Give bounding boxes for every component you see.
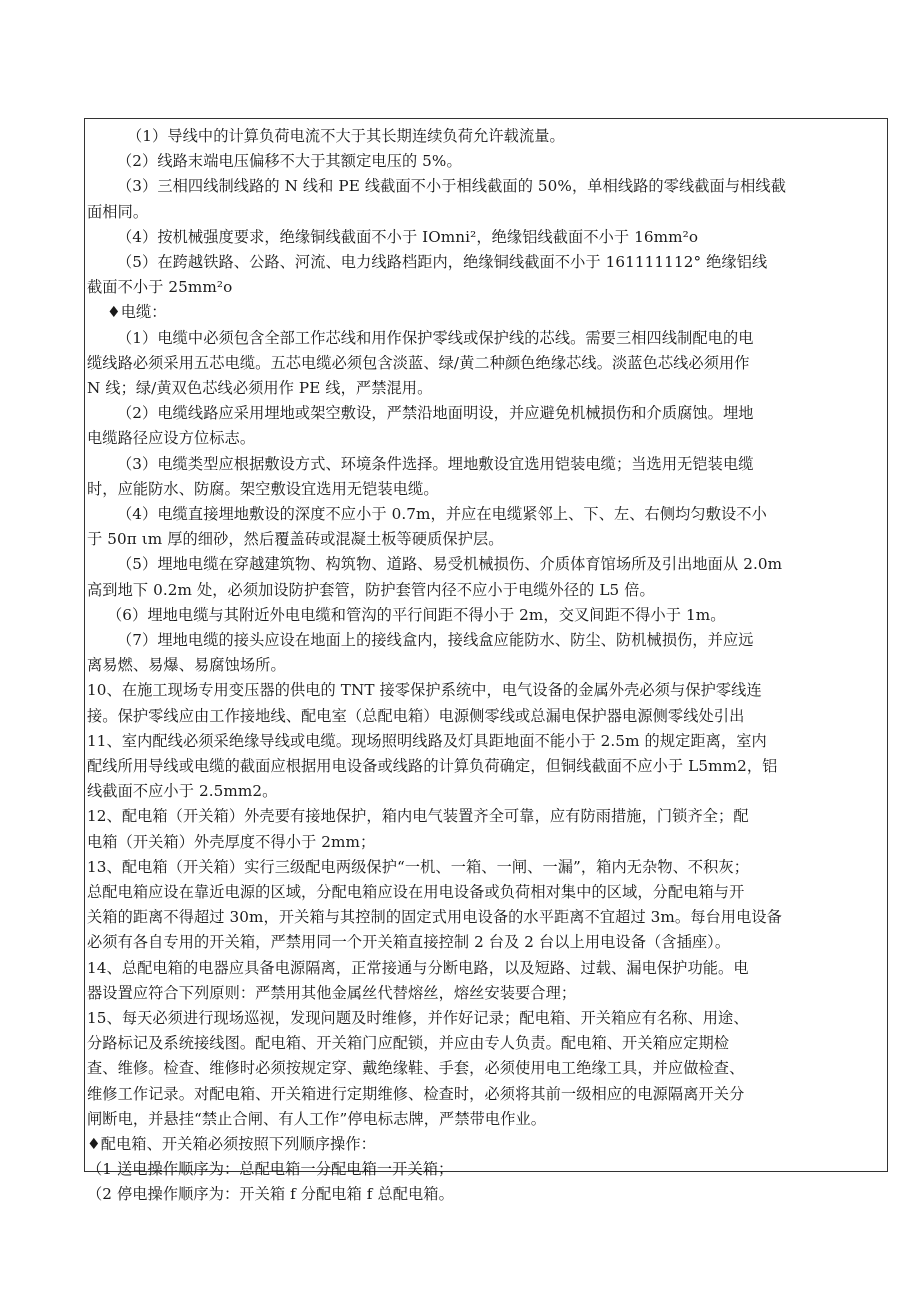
text-line: （2）电缆线路应采用埋地或架空敷设，严禁沿地面明设，并应避免机械损伤和介质腐蚀。埋地: [117, 404, 754, 423]
text-line: 13、配电箱（开关箱）实行三级配电两级保护“一机、一箱、一闸、一漏”，箱内无杂物、不积灰；: [87, 857, 750, 876]
text-line: 12、配电箱（开关箱）外壳要有接地保护，箱内电气装置齐全可靠，应有防雨措施，门锁齐全；配: [87, 807, 749, 826]
text-line: （4）电缆直接埋地敷设的深度不应小于 0.7m，并应在电缆紧邻上、下、左、右侧均匀敷设不小: [117, 505, 767, 523]
text-line: 缆线路必须采用五芯电缆。五芯电缆必须包含淡蓝、绿/黄二种颜色绝缘芯线。淡蓝色芯线必须用作: [87, 353, 750, 372]
text-line: 15、每天必须进行现场巡视，发现问题及时维修，并作好记录；配电箱、开关箱应有名称、用途、: [87, 1009, 749, 1027]
text-line: 配线所用导线或电缆的截面应根据用电设备或线路的计算负荷确定，但铜线截面不应小于 L5mm2，铝: [87, 757, 778, 775]
text-line: 电箱（开关箱）外壳厚度不得小于 2mm；: [87, 832, 376, 851]
text-line: 维修工作记录。对配电箱、开关箱进行定期维修、检查时，必须将其前一级相应的电源隔离开关分: [87, 1084, 745, 1103]
text-line: 高到地下 0.2m 处，必须加设防护套管，防护套管内径不应小于电缆外径的 L5 倍。: [87, 580, 655, 599]
text-line: 关箱的距离不得超过 30m，开关箱与其控制的固定式用电设备的水平距离不宜超过 3m。每台用电设备: [87, 908, 782, 927]
text-line: （2 停电操作顺序为：开关箱 f 分配电箱 f 总配电箱。: [87, 1185, 454, 1204]
text-line: （5）在跨越铁路、公路、河流、电力线路档距内，绝缘铜线截面不小于 161111112° 绝缘铝线: [117, 253, 768, 271]
text-line: 11、室内配线必须采绝缘导线或电缆。现场照明线路及灯具距地面不能小于 2.5m 的规定距离，室内: [87, 731, 767, 750]
text-line: 于 50π ιm 厚的细砂，然后覆盖砖或混凝土板等硬质保护层。: [87, 530, 504, 549]
text-line: 接。保护零线应由工作接地线、配电室（总配电箱）电源侧零线或总漏电保护器电源侧零线处引出: [87, 706, 745, 725]
text-line: 查、维修。检查、维修时必须按规定穿、戴绝缘鞋、手套，必须使用电工绝缘工具，并应做检查、: [87, 1059, 745, 1078]
text-line: （1）电缆中必须包含全部工作芯线和用作保护零线或保护线的芯线。需要三相四线制配电的电: [117, 328, 754, 347]
text-line: （2）线路末端电压偏移不大于其额定电压的 5%。: [117, 152, 462, 171]
table-cell-frame: [84, 118, 888, 1204]
text-line: N 线；绿/黄双色芯线必须用作 PE 线，严禁混用。: [87, 379, 433, 397]
text-line: 器设置应符合下列原则：严禁用其他金属丝代替熔丝，熔丝安装要合理；: [87, 983, 577, 1002]
text-line: 线截面不应小于 2.5mm2。: [87, 782, 278, 801]
text-line: 面相同。: [87, 202, 149, 221]
text-line: ♦配电箱、开关箱必须按照下列顺序操作：: [87, 1135, 376, 1153]
text-line: 14、总配电箱的电器应具备电源隔离，正常接通与分断电路，以及短路、过载、漏电保护功能。电: [87, 958, 749, 977]
text-line: （3）电缆类型应根据敷设方式、环境条件选择。埋地敷设宜选用铠装电缆；当选用无铠装电缆: [117, 454, 754, 473]
text-line: 离易燃、易爆、易腐蚀场所。: [87, 656, 286, 675]
text-line: （3）三相四线制线路的 N 线和 PE 线截面不小于相线截面的 50%，单相线路的零线截面与相线截: [117, 177, 786, 196]
text-line: 电缆路径应设方位标志。: [87, 429, 256, 448]
text-line: （4）按机械强度要求，绝缘铜线截面不小于 IOmni²，绝缘铝线截面不小于 16mm²o: [117, 227, 699, 246]
text-line: （1）导线中的计算负荷电流不大于其长期连续负荷允许载流量。: [127, 127, 565, 145]
text-line: 必须有各自专用的开关箱，严禁用同一个开关箱直接控制 2 台及 2 台以上用电设备（含插座）。: [87, 933, 731, 952]
text-line: ♦电缆：: [107, 303, 167, 322]
text-line: （6）埋地电缆与其附近外电电缆和管沟的平行间距不得小于 2m，交叉间距不得小于 1m。: [107, 605, 726, 624]
text-line: 总配电箱应设在靠近电源的区域，分配电箱应设在用电设备或负荷相对集中的区域，分配电箱与开: [87, 883, 745, 901]
text-line: 10、在施工现场专用变压器的供电的 TNT 接零保护系统中，电气设备的金属外壳必须与保护零线连: [87, 681, 762, 700]
text-line: （7）埋地电缆的接头应设在地面上的接线盒内，接线盒应能防水、防尘、防机械损伤，并应远: [117, 631, 754, 649]
text-line: 截面不小于 25mm²o: [87, 278, 233, 297]
text-line: 闸断电，并悬挂“禁止合闸、有人工作”停电标志牌，严禁带电作业。: [87, 1109, 547, 1128]
text-line: （5）埋地电缆在穿越建筑物、构筑物、道路、易受机械损伤、介质体育馆场所及引出地面从 2.0m: [117, 555, 783, 574]
text-line: 分路标记及系统接线图。配电箱、开关箱门应配锁，并应由专人负责。配电箱、开关箱应定期检: [87, 1034, 730, 1053]
text-line: （1 送电操作顺序为：总配电箱一分配电箱一开关箱；: [87, 1160, 454, 1179]
text-line: 时，应能防水、防腐。架空敷设宜选用无铠装电缆。: [87, 479, 439, 498]
